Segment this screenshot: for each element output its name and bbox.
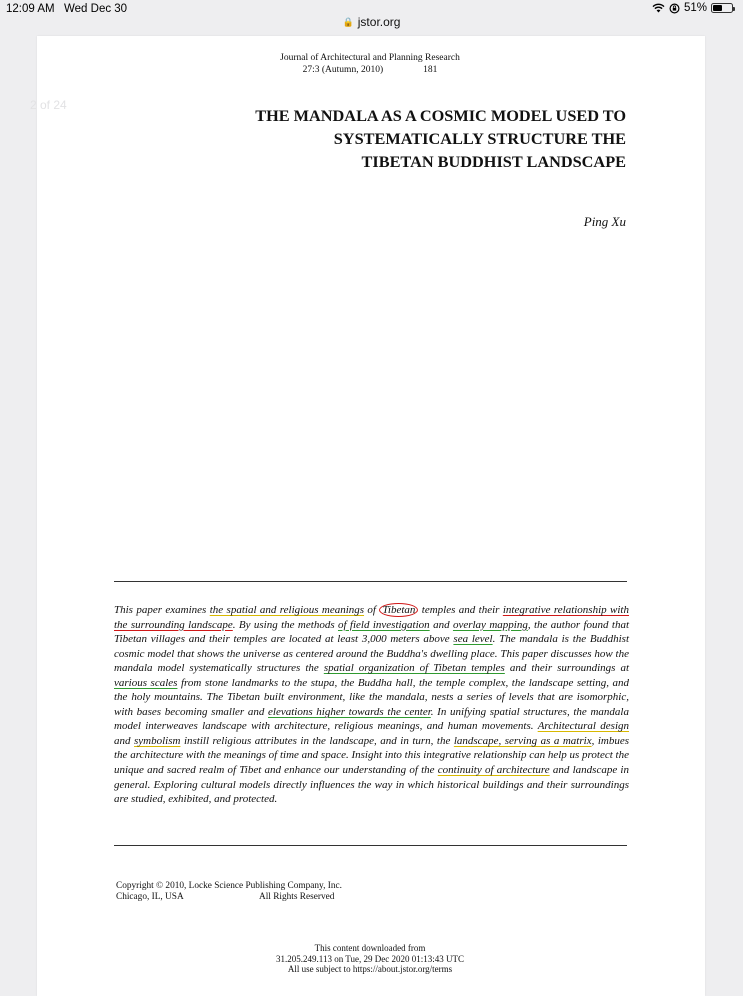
abstract-text: and their surroundings at xyxy=(504,662,629,675)
status-indicators xyxy=(652,2,733,14)
footer-line-1: This content downloaded from xyxy=(314,943,426,953)
highlight-yellow: Architectural design xyxy=(537,720,630,733)
abstract-paragraph xyxy=(114,603,629,807)
footer-terms-link[interactable]: All use subject to https://about.jstor.org/terms xyxy=(287,964,453,974)
highlight-yellow: the spatial and religious meanings xyxy=(209,604,365,616)
highlight-green: of field investigation xyxy=(337,618,430,631)
page-number: 181 xyxy=(423,65,438,75)
copyright-block xyxy=(116,881,416,903)
copyright-line: Copyright © 2010, Locke Science Publishing Company, Inc. xyxy=(116,881,342,891)
rights-reserved: All Rights Reserved xyxy=(259,892,335,902)
abstract-text: and xyxy=(429,618,453,631)
highlight-green: overlay mapping xyxy=(452,618,528,631)
journal-name: Journal of Architectural and Planning Research xyxy=(280,53,460,63)
document-page xyxy=(30,36,705,996)
top-divider xyxy=(114,581,627,582)
abstract-text: and xyxy=(114,734,135,747)
journal-issue: 27:3 (Autumn, 2010) xyxy=(302,65,384,75)
highlight-yellow: landscape, serving as a matrix xyxy=(453,734,592,747)
title-line-1: THE MANDALA AS A COSMIC MODEL USED TO xyxy=(255,106,626,125)
copyright-location-line xyxy=(116,892,416,903)
highlight-yellow: continuity of architecture xyxy=(437,764,550,777)
abstract-text: from stone landmarks to the stupa, the Buddha hall, the temple complex, the landscape setting, and the holy mountains. The Tibetan built environment, like the mandala, nests a series of levels that are isomorphic, with bases becoming smaller and xyxy=(114,676,629,718)
abstract-text: This paper examines xyxy=(114,604,210,616)
battery-percent: 51% xyxy=(683,2,707,14)
highlight-yellow: symbolism xyxy=(134,734,181,747)
orientation-lock-icon xyxy=(669,3,680,14)
footer-line-2: 31.205.249.113 on Tue, 29 Dec 2020 01:13:43 UTC xyxy=(276,953,464,964)
status-time: 12:09 AM xyxy=(6,3,55,15)
abstract xyxy=(114,603,629,807)
author-name: Ping Xu xyxy=(583,214,626,229)
abstract-text: , the author found that Tibetan villages and their temples are located at least 3,000 meters above xyxy=(114,618,630,646)
highlight-red: integrative relationship with the surrounding landscape xyxy=(114,604,629,631)
page-indicator: 2 of 24 xyxy=(30,98,67,112)
lock-icon: 🔒 xyxy=(342,17,354,27)
title-line-3: TIBETAN BUDDHIST LANDSCAPE xyxy=(361,152,626,171)
article-title xyxy=(150,104,626,173)
highlight-green: spatial organization of Tibetan temples xyxy=(323,662,505,675)
title-line-2: SYSTEMATICALLY STRUCTURE THE xyxy=(333,129,626,148)
bottom-divider xyxy=(114,845,627,846)
status-date: Wed Dec 30 xyxy=(64,3,128,15)
abstract-text: . In unifying spatial structures, the mandala model interweaves landscape with architecture, religious meanings, and human movements. xyxy=(114,705,629,733)
highlight-red-circle: Tibetan xyxy=(379,603,418,617)
abstract-text: temples and their xyxy=(418,604,503,616)
publisher-location: Chicago, IL, USA xyxy=(116,892,184,902)
wifi-icon xyxy=(652,3,665,13)
abstract-text: , imbues the architecture with the meanings of time and space. Insight into this integrative relationship can help us protect the unique and sacred realm of Tibet and enhance our understanding of the xyxy=(114,734,630,777)
abstract-text: . The mandala is the Buddhist cosmic model that shows the universe as centered around the Buddha's dwelling place. This paper discusses how the mandala model systematically structures the xyxy=(114,633,630,675)
url-text: jstor.org xyxy=(357,15,401,29)
battery-icon xyxy=(711,3,733,13)
highlight-green: elevations higher towards the center xyxy=(268,705,431,718)
highlight-green: sea level xyxy=(453,633,493,646)
battery-fill xyxy=(713,5,722,11)
address-bar[interactable] xyxy=(0,15,743,35)
download-footer xyxy=(200,943,540,975)
journal-issue-line xyxy=(240,64,500,76)
abstract-text: and landscape in general. Exploring cultural models directly influences the way in which historical buildings and their surroundings are studied, exhibited, and protected. xyxy=(114,764,629,806)
highlight-green: various scales xyxy=(114,676,178,689)
journal-header xyxy=(240,52,500,76)
abstract-text: . By using the methods xyxy=(232,618,338,631)
abstract-text: instill religious attributes in the landscape, and in turn, the xyxy=(180,734,454,747)
abstract-text: of xyxy=(364,604,380,616)
